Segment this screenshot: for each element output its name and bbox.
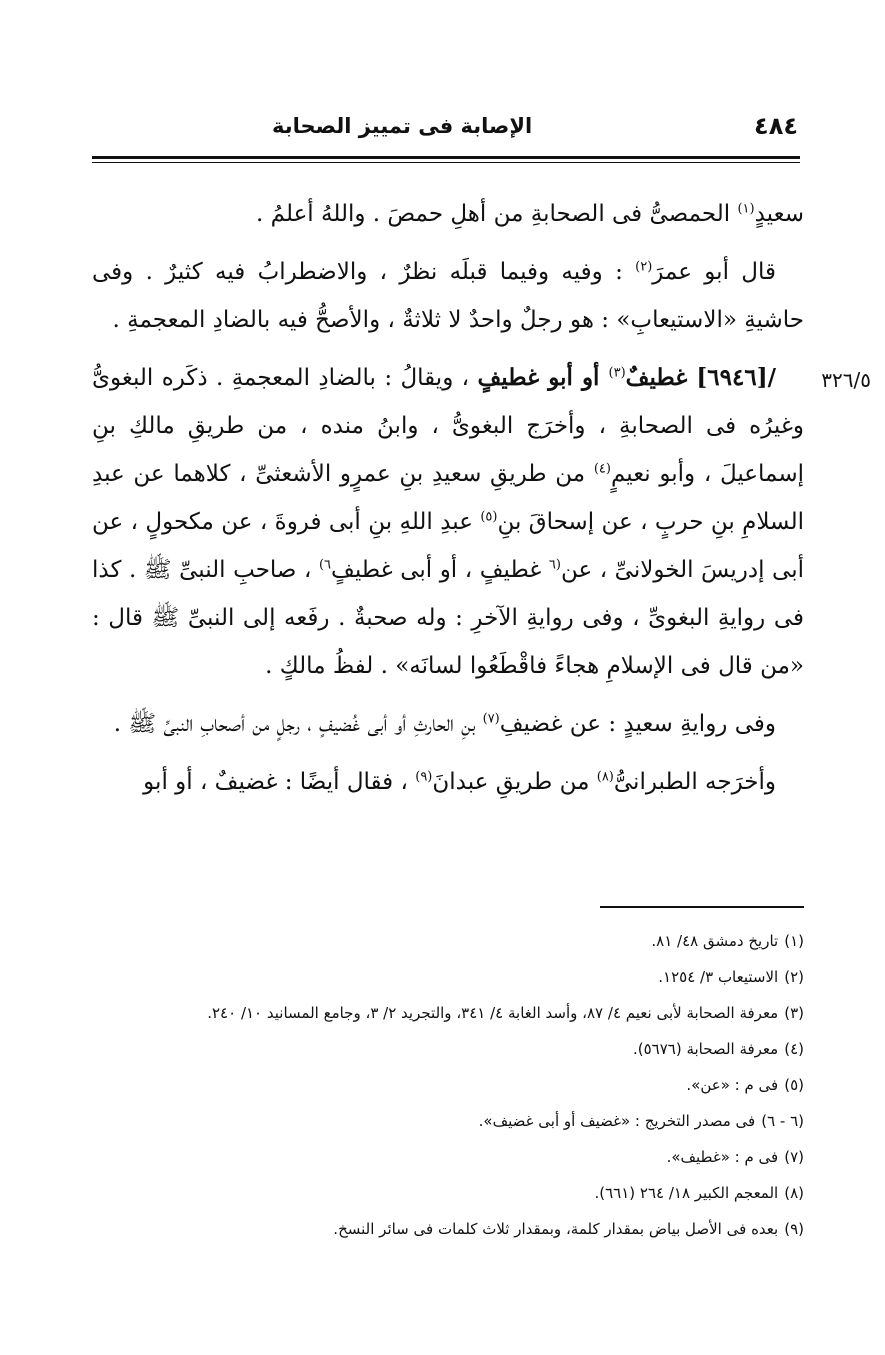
- footnote-separator: [600, 906, 804, 908]
- text-segment: سعيدٍ: [754, 201, 804, 227]
- text-segment: : وفيه وفيما قبلَه نظرٌ ، والاضطرابُ فيه كثيرٌ . وفى حاشيةِ «الاستيعابِ» : هو رجلٌ واحدٌ لا ثلاثةٌ ، والأصحُّ فيه بالضادِ المعجمةِ .: [92, 259, 804, 333]
- page-number: ٤٨٤: [754, 112, 798, 140]
- footnote: [92, 962, 804, 992]
- footnote-ref: (٩): [415, 769, 433, 785]
- footnote-number: (٦ - ٦): [761, 1112, 804, 1130]
- footnote-ref: (٧): [482, 711, 500, 727]
- footnotes: [92, 926, 804, 1250]
- text-segment: من طريقِ عبدانَ: [432, 769, 597, 795]
- footnote-text: معرفة الصحابة (٥٦٧٦).: [632, 1040, 779, 1058]
- footnote: [92, 926, 804, 956]
- page-header: [92, 112, 798, 148]
- footnote-text: فى م : «عن».: [686, 1076, 779, 1094]
- footnote-text: فى مصدر التخريج : «غضيف أو أبى غضيف».: [478, 1112, 756, 1130]
- footnote-ref: (٨): [596, 769, 614, 785]
- footnote: [92, 1142, 804, 1172]
- footnote: [92, 1214, 804, 1244]
- text-segment: ، فقال أيضًا : غضيفٌ ، أو أبو: [143, 769, 416, 795]
- footnote-ref: (٢): [635, 259, 653, 275]
- entry-alt-name: أو أبو غطيفٍ: [477, 364, 609, 391]
- paragraph-5: [92, 758, 804, 806]
- footnote: [92, 998, 804, 1028]
- footnote-number: (٣): [784, 1004, 804, 1022]
- footnote-ref: (٥): [480, 509, 498, 525]
- book-title: الإصابة فى تمييز الصحابة: [272, 114, 533, 138]
- text-segment: الحمصىُّ فى الصحابةِ من أهلِ حمصَ . واللهُ أعلمُ .: [256, 201, 738, 227]
- footnote-number: (٢): [784, 968, 804, 986]
- footnote-number: (٨): [784, 1184, 804, 1202]
- paragraph-3-entry: [92, 354, 804, 690]
- footnote-number: (١): [784, 932, 804, 950]
- footnote-text: بعده فى الأصل بياض بمقدار كلمة، وبمقدار ثلاث كلمات فى سائر النسخ.: [333, 1220, 779, 1238]
- footnote: [92, 1070, 804, 1100]
- text-segment: وأخرَجه الطبرانىُّ: [613, 769, 776, 795]
- main-text: [92, 190, 804, 816]
- footnote-number: (٥): [784, 1076, 804, 1094]
- footnote-text: معرفة الصحابة لأبى نعيم ٤/ ٨٧، وأسد الغابة ٤/ ٣٤١، والتجريد ٢/ ٣، وجامع المسانيد ١٠/ ٢٤٠.: [207, 1004, 779, 1022]
- footnote-number: (٧): [784, 1148, 804, 1166]
- entry-name: غطيفٌ: [625, 364, 688, 391]
- text-segment: غطيفٍ ، أو أبى غطيفٍ: [331, 557, 549, 583]
- footnote-number: (٤): [784, 1040, 804, 1058]
- entry-number: /[٦٩٤٦]: [687, 364, 777, 391]
- footnote: [92, 1178, 804, 1208]
- footnote-text: تاريخ دمشق ٤٨/ ٨١.: [651, 932, 779, 950]
- text-segment: قال أبو عمرَ: [652, 259, 776, 285]
- text-segment: من طريقِ سعيدِ بنِ عمرٍو الأشعثىِّ ، كلاهما عن عبدِ السلامِ بنِ حربٍ ، عن إسحاقَ بنِ: [92, 461, 804, 535]
- paragraph-1: [92, 190, 804, 238]
- footnote-text: فى م : «غطيف».: [666, 1148, 779, 1166]
- text-segment: بنِ الحارثِ أو أبى غُضيفٍ ، رجلٍ من أصحابِ النبىِّ ﷺ .: [113, 711, 483, 737]
- footnote-ref: (٤): [593, 461, 611, 477]
- footnote-ref: (١): [737, 201, 755, 217]
- margin-reference: ٣٢٦/٥: [821, 368, 871, 392]
- paragraph-2: [92, 248, 804, 344]
- header-rule: [92, 156, 800, 159]
- footnote: [92, 1106, 804, 1136]
- text-segment: ، ويقالُ : بالضادِ المعجمةِ . ذكَره البغوىُّ وغيرُه فى الصحابةِ ، وأخرَج البغوىُّ ، وابنُ منده ، من طريقِ مالكِ بنِ إسماعيلَ ، وأبو نعيمٍ: [92, 365, 804, 487]
- text-segment: ، صاحبِ النبىِّ ﷺ . كذا فى روايةِ البغوىِّ ، وفى روايةِ الآخرِ : وله صحبةٌ . رفَعه إلى النبىِّ ﷺ قال : «من قال فى الإسلامِ هجاءً فاقْطَعُوا لسانَه» . لفظُ مالكٍ .: [92, 557, 804, 679]
- footnote: [92, 1034, 804, 1064]
- header-rule-thin: [92, 162, 800, 163]
- footnote-ref: (٦: [548, 557, 561, 573]
- footnote-text: الاستيعاب ٣/ ١٢٥٤.: [658, 968, 779, 986]
- footnote-ref: (٣): [608, 365, 626, 381]
- text-segment: وفى روايةِ سعيدٍ : عن غضيفِ: [499, 711, 776, 737]
- text-segment: عبدِ اللهِ بنِ أبى فروةَ ، عن مكحولٍ ، عن أبى إدريسَ الخولانىِّ ، عن: [92, 509, 805, 583]
- footnote-ref: ٦): [318, 557, 332, 573]
- footnote-number: (٩): [784, 1220, 804, 1238]
- footnote-text: المعجم الكبير ١٨/ ٢٦٤ (٦٦١).: [594, 1184, 779, 1202]
- paragraph-4: [92, 700, 804, 748]
